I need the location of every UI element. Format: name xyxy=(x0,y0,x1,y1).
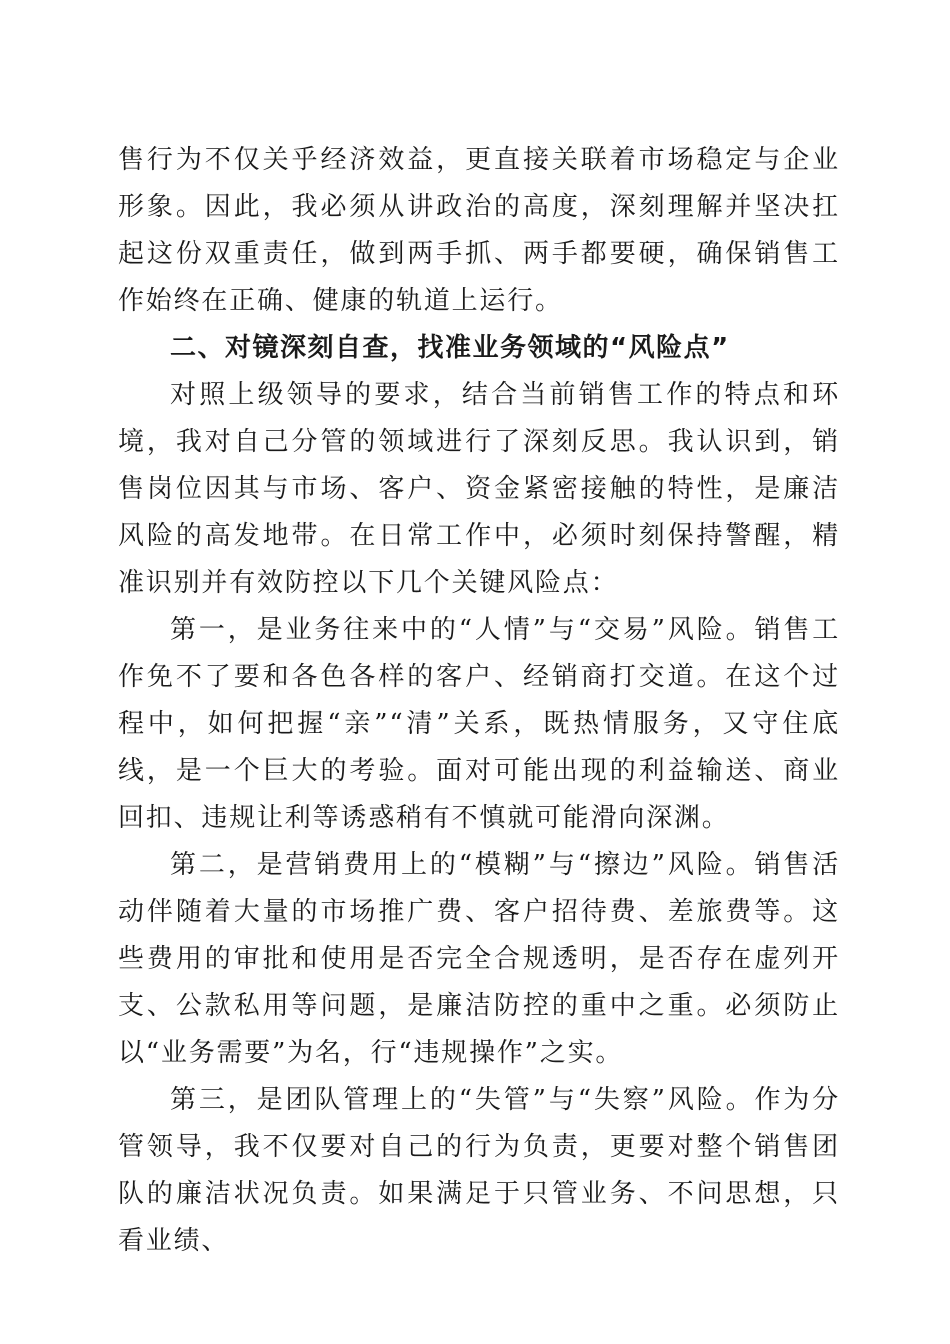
paragraph-risk-2: 第二，是营销费用上的“模糊”与“擦边”风险。销售活动伴随着大量的市场推广费、客户招待费、差旅费等。这些费用的审批和使用是否完全合规透明，是否存在虚列开支、公款私用等问题，是廉洁防控的重中之重。必须防止以“业务需要”为名，行“违规操作”之实。 xyxy=(118,850,840,1068)
paragraph-risk-1: 第一，是业务往来中的“人情”与“交易”风险。销售工作免不了要和各色各样的客户、经销商打交道。在这个过程中，如何把握“亲”“清”关系，既热情服务，又守住底线，是一个巨大的考验。面对可能出现的利益输送、商业回扣、违规让利等诱惑稍有不慎就可能滑向深渊。 xyxy=(118,615,840,833)
paragraph-risk-3: 第三，是团队管理上的“失管”与“失察”风险。作为分管领导，我不仅要对自己的行为负责，更要对整个销售团队的廉洁状况负责。如果满足于只管业务、不问思想，只看业绩、 xyxy=(118,1085,840,1256)
section-heading: 二、对镜深刻自查，找准业务领域的“风险点” xyxy=(170,333,730,363)
paragraph-continued: 售行为不仅关乎经济效益，更直接关联着市场稳定与企业形象。因此，我必须从讲政治的高度，深刻理解并坚决扛起这份双重责任，做到两手抓、两手都要硬，确保销售工作始终在正确、健康的轨道上运行。 xyxy=(118,145,840,316)
paragraph-intro: 对照上级领导的要求，结合当前销售工作的特点和环境，我对自己分管的领域进行了深刻反思。我认识到，销售岗位因其与市场、客户、资金紧密接触的特性，是廉洁风险的高发地带。在日常工作中，必须时刻保持警醒，精准识别并有效防控以下几个关键风险点： xyxy=(118,380,840,598)
document-body xyxy=(118,137,840,1265)
